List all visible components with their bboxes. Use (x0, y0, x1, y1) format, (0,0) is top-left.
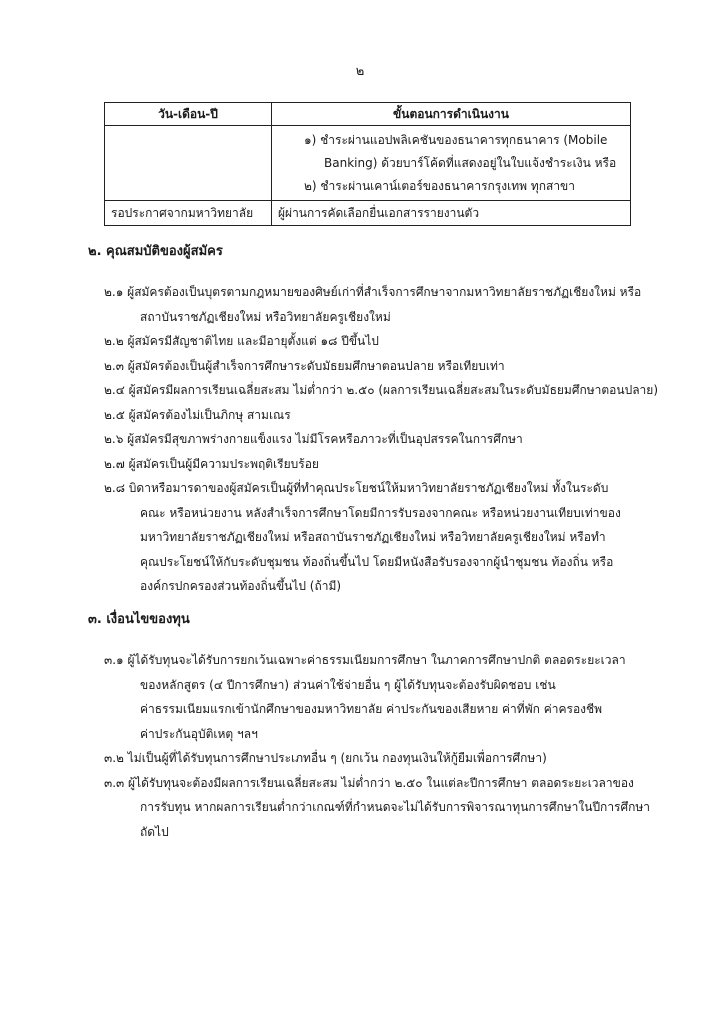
list-item-continuation: สถาบันราชภัฏเชียงใหม่ หรือวิทยาลัยครูเชียงใหม่ (140, 309, 391, 324)
schedule-table (104, 102, 631, 226)
list-item-text: ๒.๖ ผู้สมัครมีสุขภาพร่างกายแข็งแรง ไม่มีโรคหรือภาวะที่เป็นอุปสรรคในการศึกษา (104, 432, 523, 446)
table-row (105, 126, 631, 201)
section-3-title: ๓. เงื่อนไขของทุน (88, 612, 190, 627)
table-cell-step: ผู้ผ่านการคัดเลือกยื่นเอกสารรายงานตัว (272, 201, 631, 226)
list-item (104, 378, 658, 403)
list-item-continuation: คุณประโยชน์ให้กับระดับชุมชน ท้องถิ่นขึ้นไป โดยมีหนังสือรับรองจากผู้นำชุมชน ท้องถิ่น หรือ (140, 554, 614, 569)
list-item (104, 476, 644, 599)
list-item-continuation: ค่าประกันอุบัติเหตุ ฯลฯ (140, 726, 258, 741)
table-header-row (105, 103, 631, 126)
list-item-continuation: ของหลักสูตร (๔ ปีการศึกษา) ส่วนค่าใช้จ่ายอื่น ๆ ผู้ได้รับทุนจะต้องรับผิดชอบ เช่น (140, 677, 556, 692)
step-line: Banking) ด้วยบาร์โค้ดที่แสดงอยู่ในใบแจ้งชำระเงิน หรือ (324, 156, 617, 170)
table-cell-date: รอประกาศจากมหาวิทยาลัย (105, 201, 272, 226)
list-item (104, 771, 651, 845)
table-row (105, 201, 631, 226)
list-item-text: ๒.๗ ผู้สมัครเป็นผู้มีความประพฤติเรียบร้อย (104, 456, 319, 471)
section-2-items (104, 280, 658, 599)
list-item-text: ๓.๑ ผู้ได้รับทุนจะได้รับการยกเว้นเฉพาะค่าธรรมเนียมการศึกษา ในภาคการศึกษาปกติ ตลอดระยะเวลา (104, 653, 626, 667)
column-header-date: วัน-เดือน-ปี (105, 103, 272, 126)
list-item (104, 452, 644, 477)
list-item-text: ๒.๕ ผู้สมัครต้องไม่เป็นภิกษุ สามเณร (104, 407, 291, 422)
list-item (104, 354, 644, 379)
step-line: ๑) ชำระผ่านแอปพลิเคชันของธนาคารทุกธนาคาร (Mobile (304, 133, 608, 147)
list-item-text: ๒.๔ ผู้สมัครมีผลการเรียนเฉลี่ยสะสม ไม่ต่ำกว่า ๒.๕๐ (ผลการเรียนเฉลี่ยสะสมในระดับมัธยมศึกษาตอนปลาย) (104, 383, 658, 397)
list-item-continuation: คณะ หรือหน่วยงาน หลังสำเร็จการศึกษาโดยมีการรับรองจากคณะ หรือหน่วยงานเทียบเท่าของ (140, 505, 621, 520)
list-item (104, 746, 644, 771)
list-item (104, 329, 644, 354)
list-item-text: ๓.๓ ผู้ได้รับทุนจะต้องมีผลการเรียนเฉลี่ยสะสม ไม่ต่ำกว่า ๒.๕๐ ในแต่ละปีการศึกษา ตลอดระยะเวลาของ (104, 775, 634, 790)
list-item-continuation: ค่าธรรมเนียมแรกเข้านักศึกษาของมหาวิทยาลัย ค่าประกันของเสียหาย ค่าที่พัก ค่าครองชีพ (140, 702, 603, 716)
list-item-continuation: มหาวิทยาลัยราชภัฏเชียงใหม่ หรือสถาบันราชภัฏเชียงใหม่ หรือวิทยาลัยครูเชียงใหม่ หรือทำ (140, 530, 606, 544)
list-item-continuation: การรับทุน หากผลการเรียนต่ำกว่าเกณฑ์ที่กำหนดจะไม่ได้รับการพิจารณาทุนการศึกษาในปีการศึกษา (140, 800, 651, 814)
list-item (104, 403, 644, 428)
list-item-continuation: องค์กรปกครองส่วนท้องถิ่นขึ้นไป (ถ้ามี) (140, 579, 342, 593)
list-item-text: ๒.๑ ผู้สมัครต้องเป็นบุตรตามกฎหมายของศิษย์เก่าที่สำเร็จการศึกษาจากมหาวิทยาลัยราชภัฏเชียงใหม่ หรือ (104, 285, 642, 299)
table-cell-steps (272, 126, 631, 201)
table-cell-date-empty (105, 126, 272, 201)
list-item-text: ๒.๓ ผู้สมัครต้องเป็นผู้สำเร็จการศึกษาระดับมัธยมศึกษาตอนปลาย หรือเทียบเท่า (104, 358, 505, 373)
step-line: ๒) ชำระผ่านเคาน์เตอร์ของธนาคารกรุงเทพ ทุกสาขา (304, 179, 576, 193)
list-item-text: ๓.๒ ไม่เป็นผู้ที่ได้รับทุนการศึกษาประเภทอื่น ๆ (ยกเว้น กองทุนเงินให้กู้ยืมเพื่อการศึกษา) (104, 751, 547, 765)
column-header-steps: ขั้นตอนการดำเนินงาน (272, 103, 631, 126)
page-number: ๒ (355, 64, 365, 79)
section-2-title: ๒. คุณสมบัติของผู้สมัคร (88, 244, 223, 259)
list-item-text: ๒.๒ ผู้สมัครมีสัญชาติไทย และมีอายุตั้งแต่ ๑๘ ปีขึ้นไป (104, 334, 379, 348)
list-item (104, 648, 644, 746)
list-item-text: ๒.๘ บิดาหรือมารดาของผู้สมัครเป็นผู้ที่ทำคุณประโยชน์ให้มหาวิทยาลัยราชภัฏเชียงใหม่ ทั้งในระดับ (104, 481, 609, 495)
list-item (104, 427, 644, 452)
section-3-items (104, 648, 651, 844)
list-item-continuation: ถัดไป (140, 824, 169, 839)
list-item (104, 280, 644, 329)
